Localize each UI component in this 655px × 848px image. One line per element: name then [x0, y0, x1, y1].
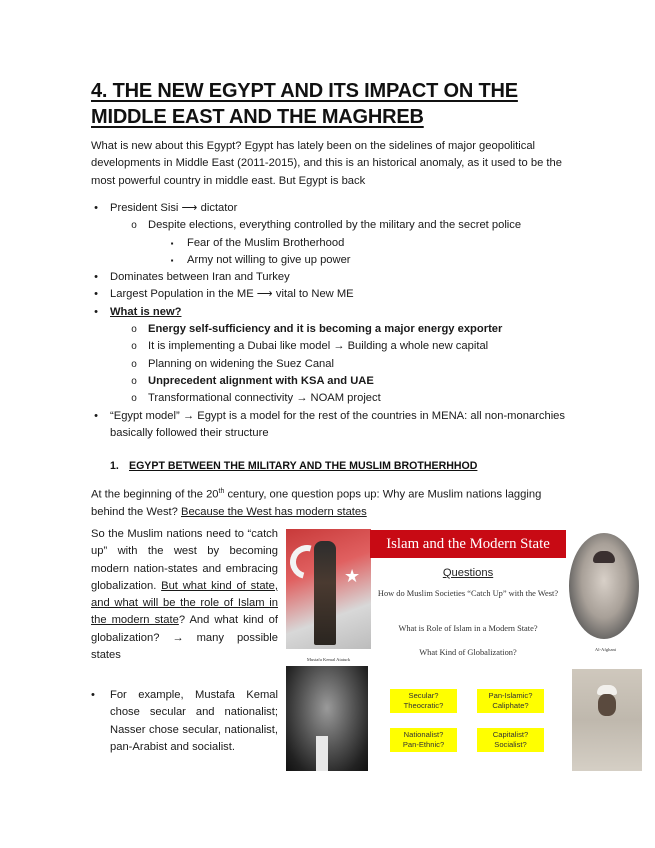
example-bullet: • For example, Mustafa Kemal chose secular and nationalist; Nasser chose secular, nationalist, pan-Arabist and socialist.: [91, 689, 278, 753]
bullet-icon: •: [94, 288, 98, 301]
slide-banner: Islam and the Modern State: [370, 530, 566, 558]
ataturk-caption: Mustafa Kemal Ataturk: [306, 657, 351, 662]
section-paragraph: At the beginning of the 20th century, one question pops up: Why are Muslim nations lagging behind the West? Because the West has modern states: [91, 488, 542, 519]
list-item: o Planning on widening the Suez Canal: [91, 356, 565, 373]
list-item: o Energy self-sufficiency and it is becoming a major energy exporter: [91, 321, 565, 338]
slide-question-1: How do Muslim Societies “Catch Up” with the West?: [377, 589, 559, 598]
bullet-icon: •: [91, 689, 95, 701]
circle-bullet-icon: o: [131, 220, 137, 232]
cleric-photo: [572, 669, 642, 771]
person-figure: [314, 541, 336, 645]
list-item: ▪ Army not willing to give up power: [91, 252, 565, 269]
circle-bullet-icon: o: [131, 375, 137, 387]
bullet-icon: •: [94, 271, 98, 284]
questions-heading: Questions: [442, 567, 494, 579]
list-item: o Unprecedent alignment with KSA and UAE: [91, 373, 565, 390]
star-icon: ★: [344, 566, 361, 586]
square-bullet-icon: ▪: [170, 238, 174, 248]
afghani-caption: Al-Afghani: [594, 647, 617, 652]
circle-bullet-icon: o: [131, 341, 137, 353]
option-box-nationalist: Nationalist? Pan-Ethnic?: [390, 728, 457, 752]
afghani-photo: [569, 533, 639, 639]
list-item: o It is implementing a Dubai like model → Building a whole new capital: [91, 338, 565, 355]
circle-bullet-icon: o: [131, 324, 137, 336]
square-bullet-icon: ▪: [170, 255, 174, 265]
slide-question-3: What Kind of Globalization?: [419, 648, 517, 657]
main-bullet-list: [91, 200, 565, 442]
bullet-icon: •: [94, 409, 98, 422]
circle-bullet-icon: o: [131, 358, 137, 370]
slide-question-2: What is Role of Islam in a Modern State?: [398, 624, 538, 633]
list-item: o Despite elections, everything controlled by the military and the secret police: [91, 217, 565, 234]
intro-paragraph: What is new about this Egypt? Egypt has lately been on the sidelines of major geopolitical developments in Middle East (2011-2015), and this is an historical anomaly, as it used to be the most powerful country in middle east. But Egypt is back: [91, 140, 562, 187]
ataturk-photo: [286, 529, 371, 649]
list-item: • President Sisi ⟶ dictator: [91, 200, 565, 217]
section-heading: 1. EGYPT BETWEEN THE MILITARY AND THE MUSLIM BROTHERHHOD: [110, 460, 478, 472]
option-box-secular: Secular? Theocratic?: [390, 689, 457, 713]
bullet-icon: •: [94, 202, 98, 214]
circle-bullet-icon: o: [131, 393, 137, 405]
list-item: ▪ Fear of the Muslim Brotherhood: [91, 235, 565, 252]
option-box-capitalist: Capitalist? Socialist?: [477, 728, 544, 752]
bullet-icon: •: [94, 305, 98, 318]
page-title: 4. THE NEW EGYPT AND ITS IMPACT ON THE MIDDLE EAST AND THE MAGHREB: [91, 80, 518, 128]
list-item: • Dominates between Iran and Turkey: [91, 269, 565, 286]
slide-image: [286, 529, 642, 771]
list-item: • What is new?: [91, 304, 565, 321]
option-box-pan-islamic: Pan-Islamic? Caliphate?: [477, 689, 544, 713]
nasser-photo: [286, 666, 368, 771]
list-item: o Transformational connectivity → NOAM project: [91, 390, 565, 407]
list-item: • “Egypt model” → Egypt is a model for the rest of the countries in MENA: all non-monarchies basically followed their structure: [91, 408, 565, 443]
left-column-paragraph: So the Muslim nations need to “catch up” with the west by becoming modern nation-states and embracing globalization. But what kind of state, and what will be the role of Islam in the modern state? And what kind of globalization? → many possible states: [91, 528, 278, 662]
list-item: • Largest Population in the ME ⟶ vital to New ME: [91, 286, 565, 303]
